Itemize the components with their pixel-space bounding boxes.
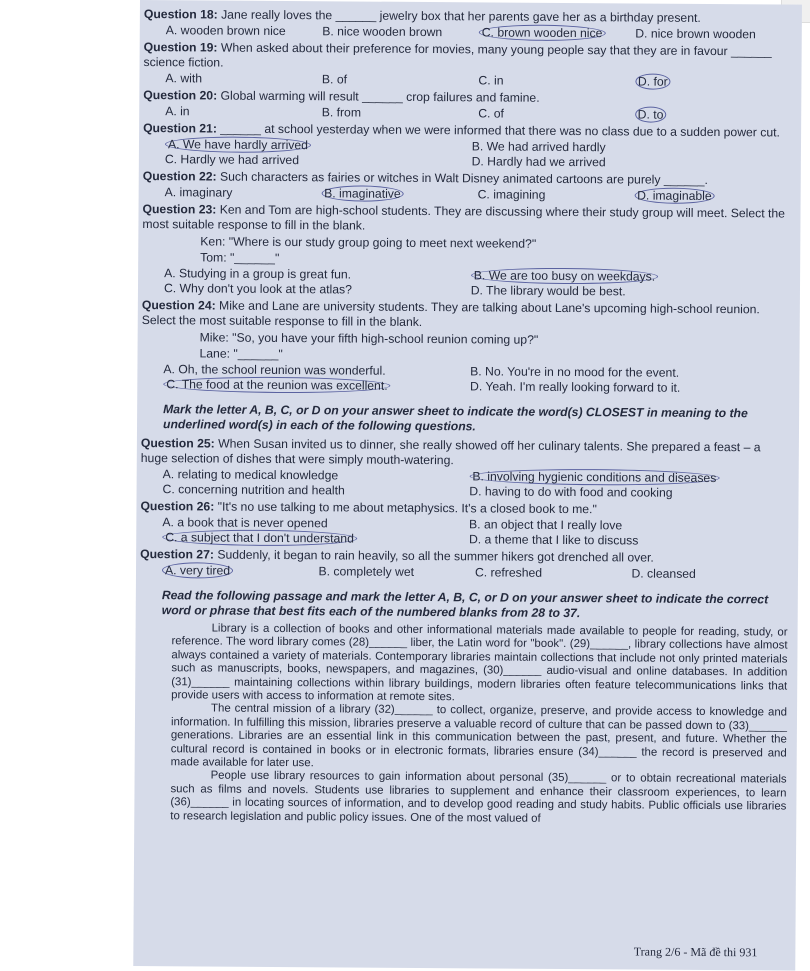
question-20: [143, 88, 791, 124]
question-label: Question 26:: [140, 499, 215, 514]
option-c: C. concerning nutrition and health: [162, 482, 345, 498]
question-label: Question 22:: [142, 169, 217, 184]
question-label: Question 19:: [143, 40, 218, 55]
option-d: D. having to do with food and cooking: [469, 484, 673, 500]
question-text: When Susan invited us to dinner, she really showed off her culinary talents. She prepared a feast – a huge selection of dishes that were simply mouth-watering.: [140, 436, 761, 468]
option-b: B. an object that I really love: [469, 517, 623, 533]
option-c: C. refreshed: [474, 565, 543, 580]
question-text: Global warming will result ______ crop failures and famine.: [217, 88, 540, 105]
answer-options: [166, 23, 792, 42]
option-b: B. nice wooden brown: [322, 24, 443, 40]
question-text: Ken and Tom are high-school students. They are discussing where their study group will meet. Select the most suitable response to fill in the blank.: [142, 202, 786, 233]
option-b-circled: B. We are too busy on weekdays.: [471, 267, 658, 284]
question-text: Jane really loves the ______ jewelry box that her parents gave her as a birthday present.: [217, 7, 701, 25]
option-d-circled: D. for: [635, 73, 671, 89]
option-c-circled: C. brown wooden nice: [479, 24, 606, 41]
option-c-circled: C. The food at the reunion was excellent.: [163, 376, 390, 394]
option-d: D. a theme that I like to discuss: [468, 532, 639, 548]
option-d: D. nice brown wooden: [635, 26, 756, 42]
answer-options: [165, 185, 791, 204]
option-a: A. Studying in a group is great fun.: [164, 266, 352, 282]
question-22: [143, 169, 791, 205]
option-b: B. of: [321, 72, 348, 87]
option-d: [635, 74, 792, 90]
option-b: B. from: [321, 105, 362, 120]
question-label: Question 18:: [143, 7, 218, 22]
question-text: Suddenly, it began to rain heavily, so all the summer hikers got drenched all over.: [213, 547, 654, 565]
answer-options: [165, 104, 791, 123]
option-c: C. imagining: [477, 187, 546, 202]
option-a-circled: A. very tired: [162, 562, 233, 578]
option-b-circled: B. imaginative: [321, 185, 404, 202]
option-a: A. imaginary: [164, 185, 233, 200]
answer-options: [162, 515, 788, 549]
question-label: Question 25:: [140, 436, 215, 451]
reading-passage: [138, 622, 787, 828]
question-label: Question 20:: [143, 88, 218, 103]
dialog-ken: Ken: "Where is our study group going to meet next weekend?": [200, 234, 537, 251]
section-instruction-passage: Read the following passage and mark the letter A, B, C, or D on your answer sheet to indicate the correct word or phrase that best fits each of the numbered blanks from 28 to 37.: [161, 588, 769, 621]
option-a-circled: A. We have hardly arrived: [165, 136, 311, 153]
option-c: C. Hardly we had arrived: [164, 152, 300, 168]
option-d: [635, 107, 792, 123]
answer-options: [162, 563, 788, 582]
option-c: [163, 377, 470, 394]
option-a: A. wooden brown nice: [165, 23, 286, 39]
option-a: A. Oh, the school reunion was wonderful.: [163, 362, 386, 378]
option-b: [321, 186, 478, 202]
question-26: [140, 499, 788, 550]
question-label: Question 27:: [140, 547, 215, 562]
answer-options: [164, 266, 790, 300]
question-label: Question 21:: [143, 121, 217, 136]
option-c: C. of: [478, 106, 505, 121]
option-d-circled: D. to: [635, 106, 667, 122]
exam-page: [133, 0, 802, 971]
question-text: When asked about their preference for movies, many young people say that they are in favour ______ science fiction.: [143, 40, 772, 70]
dialog-tom: Tom: "______": [200, 250, 280, 265]
passage-paragraph: Library is a collection of books and other informational materials made available to people for reading, study, or reference. The word library comes (28)______ liber, the Latin word for "book". (29)______, library collections have almost always contained a variety of materials. Contemporary libraries maintain collections that include not only printed materials such as manuscripts, books, newspapers, and magazines, (30)______ audio-visual and online databases. In addition (31)______ maintaining collections within library buildings, modern libraries often feature telecommunications links that provide users with access to information at remote sites.: [171, 622, 788, 704]
option-d-circled: D. imaginable: [634, 187, 715, 204]
option-c-circled: C. a subject that I don't understand: [162, 529, 357, 546]
question-text: "It's no use talking to me about metaphysics. It's a closed book to me.": [214, 499, 597, 517]
dialog-mike: Mike: "So, you have your fifth high-school reunion coming up?": [199, 330, 539, 347]
option-a: A. a book that is never opened: [162, 515, 328, 531]
option-a: [162, 563, 319, 579]
question-19: [143, 40, 791, 91]
dialog-lane: Lane: "______": [199, 346, 283, 362]
question-text: ______ at school yesterday when we were informed that there was no class due to a sudden power cut.: [216, 121, 780, 140]
option-c: C. Why don't you look at the atlas?: [163, 281, 352, 297]
question-24: [141, 298, 790, 397]
option-c: [162, 530, 469, 547]
passage-paragraph: The central mission of a library (32)______ to collect, organize, preserve, and provide access to knowledge and information. In fulfilling this mission, libraries preserve a valuable record of culture that can be passed down to (33)______ generations. Libraries are an essential link in this communication between the past, present, and future. Whether the cultural record is contained in books or in electronic formats, libraries ensure (34)______ the record is preserved and made available for later use.: [170, 702, 788, 770]
question-text: Such characters as fairies or witches in Walt Disney animated cartoons are purely ______.: [216, 169, 708, 187]
question-21: [143, 121, 791, 172]
option-a: A. in: [165, 104, 190, 119]
option-d: [634, 188, 791, 204]
option-d: D. Yeah. I'm really looking forward to it.: [469, 379, 681, 395]
question-18: [144, 7, 792, 43]
option-b-circled: B. involving hygienic conditions and diseases: [469, 468, 719, 486]
answer-options: [163, 362, 789, 396]
question-label: Question 24:: [141, 298, 216, 313]
option-d: D. Hardly had we arrived: [471, 154, 606, 170]
option-b: B. No. You're in no mood for the event.: [470, 364, 680, 380]
question-label: Question 23:: [142, 202, 217, 217]
option-b: B. completely wet: [318, 564, 415, 579]
answer-options: [163, 467, 789, 501]
option-a: A. with: [165, 71, 203, 86]
option-d: D. cleansed: [631, 566, 696, 581]
option-d: D. The library would be best.: [470, 283, 626, 299]
answer-options: [165, 137, 791, 171]
question-text: Mike and Lane are university students. They are talking about Lane's upcoming high-school reunion. Select the most suitable response to fill in the blank.: [141, 298, 760, 329]
option-b: B. We had arrived hardly: [471, 139, 606, 155]
option-c: [479, 25, 636, 41]
question-25: [141, 436, 789, 502]
question-23: [142, 202, 791, 301]
section-instruction: Mark the letter A, B, C, or D on your answer sheet to indicate the word(s) CLOSEST in meaning to the underlined word(s) in each of the following questions.: [162, 402, 748, 434]
passage-paragraph: People use library resources to gain information about personal (35)______ or to obtain recreational materials such as films and novels. Students use libraries to supplement and enhance their classroom experiences, to learn (36)______ in locating sources of information, and to develop good reading and study habits. Public officials use libraries to research legislation and public policy issues. One of the most valued of: [170, 769, 787, 825]
option-c: C. in: [478, 73, 504, 88]
option-a: A. relating to medical knowledge: [162, 467, 339, 483]
answer-options: [165, 71, 791, 90]
question-27: [140, 547, 788, 583]
page-footer: Trang 2/6 - Mã đề thi 931: [633, 944, 758, 960]
